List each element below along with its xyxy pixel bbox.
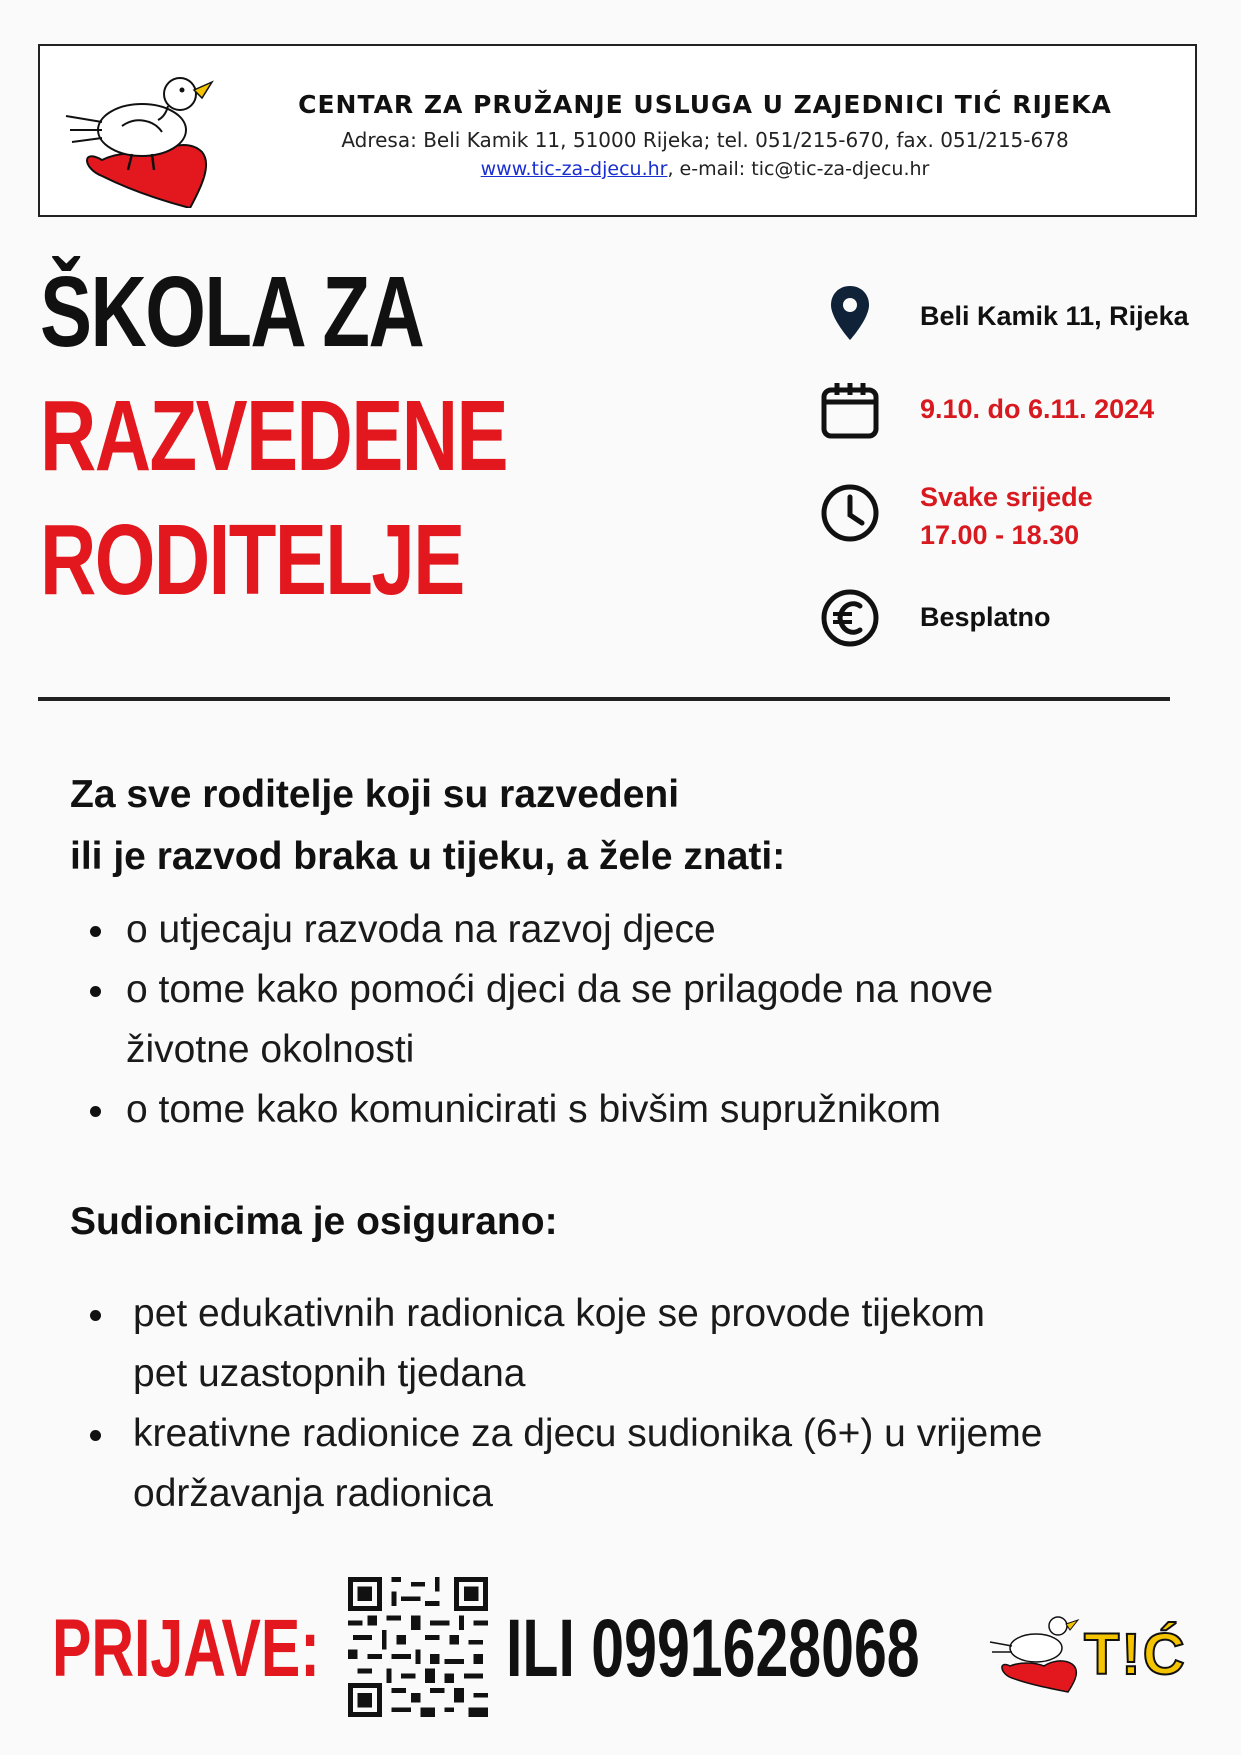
- schedule-time: 17.00 - 18.30: [920, 520, 1080, 550]
- calendar-icon: [820, 380, 880, 440]
- title-line-3: RODITELJE: [40, 504, 464, 616]
- divider: [38, 697, 1170, 701]
- map-pin-icon: [820, 282, 880, 342]
- header-box: [38, 44, 1197, 217]
- list-item: o tome kako komunicirati s bivšim supružnikom: [70, 1080, 1120, 1140]
- intro-line-1: Za sve roditelje koji su razvedeni: [70, 773, 680, 816]
- website-link[interactable]: www.tic-za-djecu.hr: [480, 158, 668, 180]
- intro-lead: [70, 764, 1170, 888]
- email-text: , e-mail: tic@tic-za-djecu.hr: [667, 158, 930, 180]
- tic-logo-text: T!Ć: [1084, 1622, 1187, 1687]
- schedule-day: Svake srijede: [920, 482, 1093, 512]
- clock-icon: [820, 483, 880, 543]
- intro-line-2: ili je razvod braka u tijeku, a žele znati:: [70, 835, 786, 878]
- qr-code-icon[interactable]: [348, 1577, 488, 1717]
- register-label: PRIJAVE:: [52, 1603, 320, 1694]
- list-item: kreativne radionice za djecu sudionika (6+) u vrijeme održavanja radionica: [70, 1404, 1093, 1524]
- benefits-list: [70, 1284, 1120, 1524]
- benefits-heading: Sudionicima je osigurano:: [70, 1200, 558, 1243]
- intro-list: [70, 900, 1120, 1140]
- euro-icon: [820, 588, 880, 648]
- title-line-1: ŠKOLA ZA: [40, 256, 424, 368]
- tic-logo: [988, 1600, 1198, 1700]
- title-line-2: RAZVEDENE: [40, 380, 508, 492]
- phone-text: ILI 0991628068: [506, 1603, 920, 1694]
- location-text: Beli Kamik 11, Rijeka: [920, 301, 1189, 331]
- dates-text: 9.10. do 6.11. 2024: [920, 394, 1155, 424]
- price-text: Besplatno: [920, 602, 1051, 632]
- org-name: CENTAR ZA PRUŽANJE USLUGA U ZAJEDNICI TIĆ RIJEKA: [298, 90, 1112, 119]
- list-item: pet edukativnih radionica koje se provode tijekom pet uzastopnih tjedana: [70, 1284, 1033, 1404]
- list-item: o tome kako pomoći djeci da se prilagode na nove životne okolnosti: [70, 960, 1056, 1080]
- org-address: Adresa: Beli Kamik 11, 51000 Rijeka; tel. 051/215-670, fax. 051/215-678: [341, 128, 1069, 152]
- list-item: o utjecaju razvoda na razvoj djece: [70, 900, 1120, 960]
- org-contact: [220, 158, 1190, 180]
- duck-heart-logo: [62, 68, 222, 208]
